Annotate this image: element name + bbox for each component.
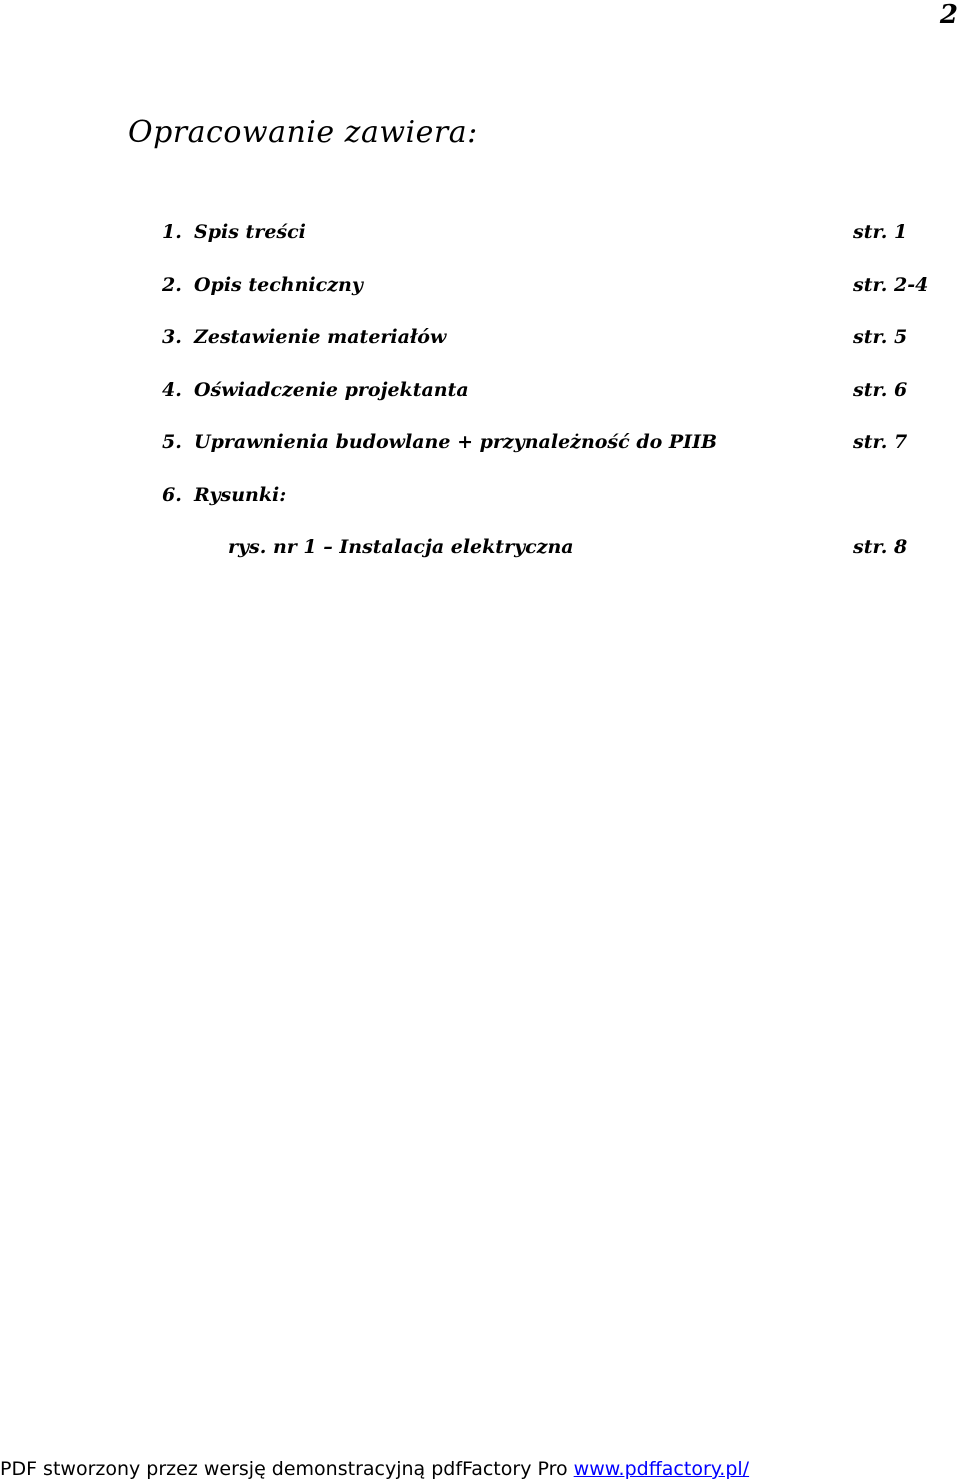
footer-watermark xyxy=(0,1455,749,1483)
footer-link[interactable]: www.pdffactory.pl/ xyxy=(573,1458,750,1480)
toc-number: 3. xyxy=(162,326,182,348)
toc-number: 6. xyxy=(162,484,182,506)
footer-text: PDF stworzony przez wersję demonstracyjną pdfFactory Pro xyxy=(0,1458,574,1480)
drawing-label: rys. nr 1 – Instalacja elektryczna xyxy=(228,536,574,558)
toc-page: str. 2-4 xyxy=(853,274,929,296)
toc-label: Zestawienie materiałów xyxy=(194,326,447,348)
toc-label: Spis treści xyxy=(194,221,306,243)
toc-page: str. 7 xyxy=(853,431,908,453)
toc-label: Rysunki: xyxy=(194,484,287,506)
toc-page: str. 5 xyxy=(853,326,908,348)
toc-number: 2. xyxy=(162,274,182,296)
toc-number: 1. xyxy=(162,221,182,243)
toc-number: 4. xyxy=(162,379,182,401)
toc-label: Uprawnienia budowlane + przynależność do PIIB xyxy=(194,431,718,453)
toc-page: str. 1 xyxy=(853,221,908,243)
toc-label: Oświadczenie projektanta xyxy=(194,379,469,401)
toc-label: Opis techniczny xyxy=(194,274,363,296)
toc-page: str. 6 xyxy=(853,379,908,401)
page-number: 2 xyxy=(939,0,958,30)
toc-number: 5. xyxy=(162,431,182,453)
drawing-page: str. 8 xyxy=(853,536,908,558)
page-title: Opracowanie zawiera: xyxy=(128,115,478,150)
